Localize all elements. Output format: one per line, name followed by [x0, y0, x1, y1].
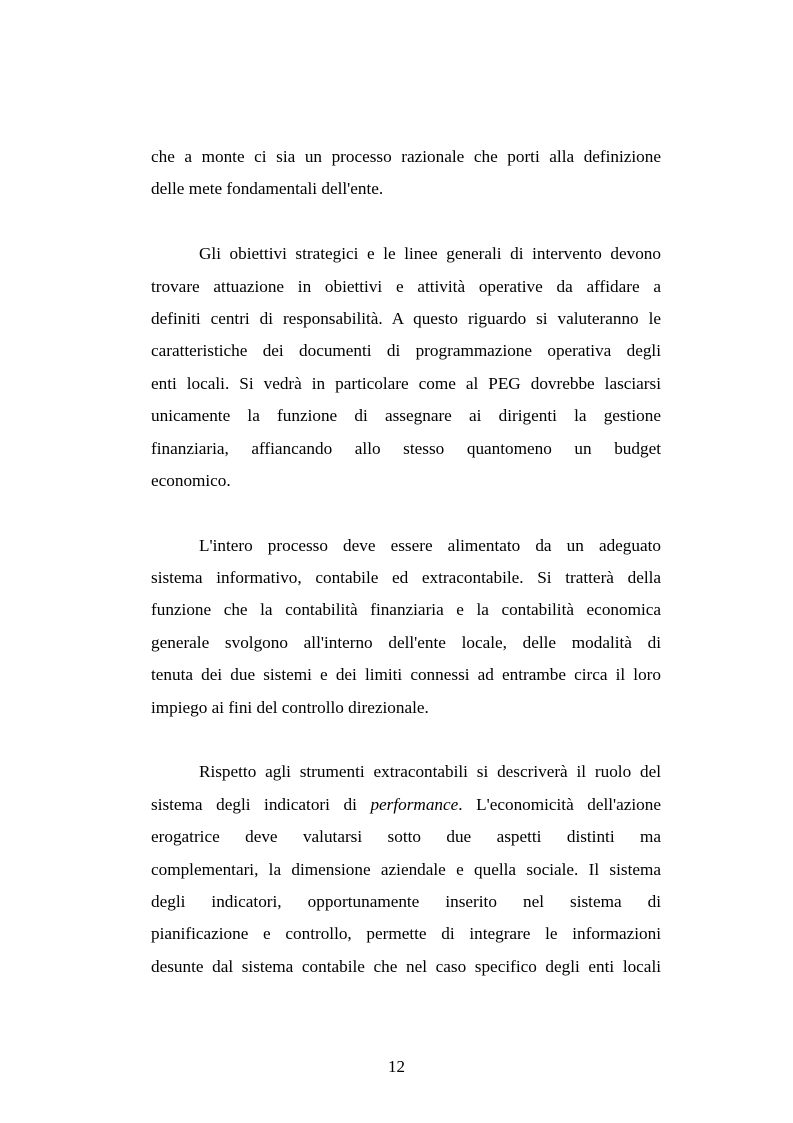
- text-line: impiego ai fini del controllo direzionale.: [151, 697, 429, 717]
- text-run: sistema degli indicatori di: [151, 794, 371, 814]
- body-text: [151, 141, 661, 983]
- text-line: Gli obiettivi strategici e le linee generali di intervento devono: [199, 244, 661, 264]
- paragraph-spacer: [151, 206, 661, 238]
- text-line: definiti centri di responsabilità. A questo riguardo si valuteranno le: [151, 308, 661, 328]
- text-run: . L'economicità dell'azione: [458, 794, 662, 814]
- text-line: tenuta dei due sistemi e dei limiti connessi ad entrambe circa il loro: [151, 665, 661, 685]
- text-line: sistema informativo, contabile ed extracontabile. Si tratterà della: [151, 568, 661, 588]
- text-line: caratteristiche dei documenti di programmazione operativa degli: [151, 341, 661, 361]
- text-line: unicamente la funzione di assegnare ai dirigenti la gestione: [151, 406, 661, 426]
- paragraph: [151, 756, 661, 983]
- page-number: 12: [388, 1057, 405, 1076]
- text-line: funzione che la contabilità finanziaria e la contabilità economica: [151, 600, 661, 620]
- text-line: delle mete fondamentali dell'ente.: [151, 179, 384, 199]
- italic-term: performance: [370, 794, 459, 814]
- text-line: finanziaria, affiancando allo stesso quantomeno un budget: [151, 438, 661, 458]
- paragraph: [151, 238, 661, 497]
- text-line: desunte dal sistema contabile che nel caso specifico degli enti locali: [151, 956, 661, 976]
- text-line: [151, 789, 661, 821]
- paragraph: [151, 141, 661, 206]
- text-line: pianificazione e controllo, permette di integrare le informazioni: [151, 924, 661, 944]
- text-line: degli indicatori, opportunamente inserito nel sistema di: [151, 891, 661, 911]
- text-line: che a monte ci sia un processo razionale che porti alla definizione: [151, 147, 661, 166]
- text-line: trovare attuazione in obiettivi e attività operative da affidare a: [151, 276, 661, 296]
- paragraph-spacer: [151, 724, 661, 756]
- text-line: generale svolgono all'interno dell'ente locale, delle modalità di: [151, 632, 661, 652]
- text-line: enti locali. Si vedrà in particolare come al PEG dovrebbe lasciarsi: [151, 373, 661, 393]
- text-line: complementari, la dimensione aziendale e quella sociale. Il sistema: [151, 859, 661, 879]
- text-line: economico.: [151, 470, 231, 490]
- paragraph: [151, 530, 661, 724]
- text-line: L'intero processo deve essere alimentato da un adeguato: [199, 535, 661, 555]
- text-line: erogatrice deve valutarsi sotto due aspetti distinti ma: [151, 827, 661, 847]
- text-line: Rispetto agli strumenti extracontabili si descriverà il ruolo del: [199, 762, 661, 782]
- paragraph-spacer: [151, 497, 661, 529]
